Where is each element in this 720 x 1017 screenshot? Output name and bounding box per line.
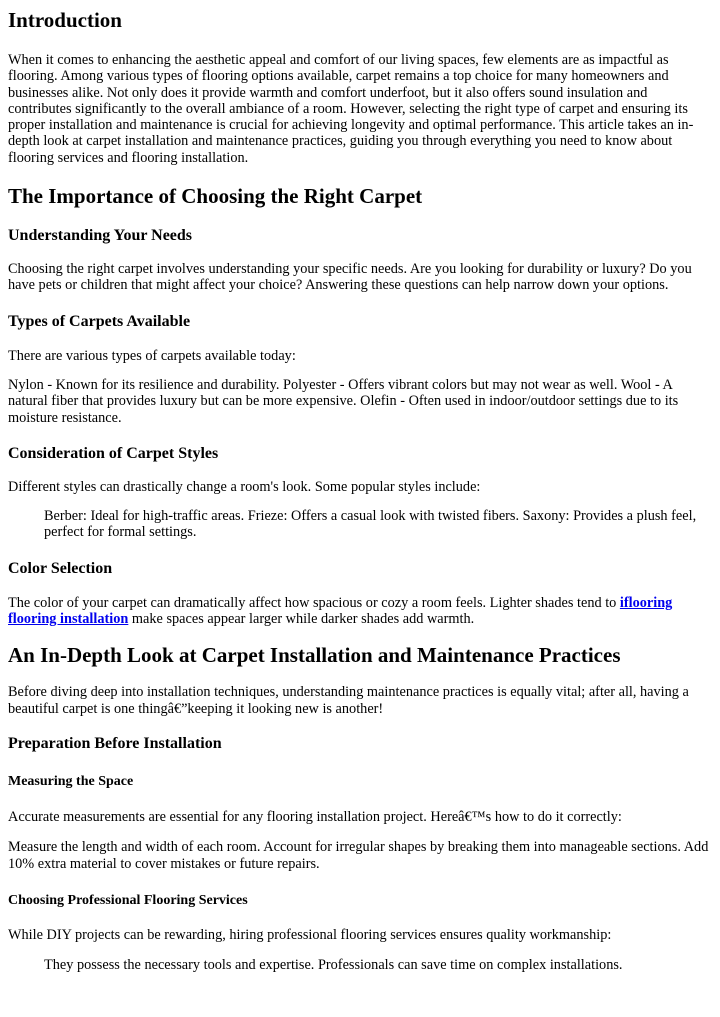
importance-heading: The Importance of Choosing the Right Carpet <box>8 184 423 209</box>
styles-heading: Consideration of Carpet Styles <box>8 444 219 462</box>
services-list-quote: They possess the necessary tools and expertise. Professionals can save time on complex installations. <box>44 957 623 974</box>
needs-paragraph: Choosing the right carpet involves understanding your specific needs. Are you looking for durability or luxury? Do you have pets or children that might affect your choice? Answering these questions can help narrow down your options. <box>8 261 692 294</box>
color-text-after: make spaces appear larger while darker shades add warmth. <box>128 611 475 628</box>
iflooring-link[interactable]: iflooring flooring installation <box>8 594 673 628</box>
styles-list-quote: Berber: Ideal for high-traffic areas. Frieze: Offers a casual look with twisted fibers. Saxony: Provides a plush feel, perfect for formal settings. <box>44 508 697 541</box>
intro-heading: Introduction <box>8 8 122 32</box>
services-heading: Choosing Professional Flooring Services <box>8 892 248 908</box>
indepth-paragraph: Before diving deep into installation techniques, understanding maintenance practices is equally vital; after all, having a beautiful carpet is one thingâ€”keeping it looking new is another! <box>8 684 689 717</box>
measure-list-paragraph: Measure the length and width of each room. Account for irregular shapes by breaking them into manageable sections. Add 10% extra material to cover mistakes or future repairs. <box>8 839 709 872</box>
types-intro-paragraph: There are various types of carpets available today: <box>8 347 296 364</box>
intro-paragraph: When it comes to enhancing the aesthetic appeal and comfort of our living spaces, few elements are as impactful as flooring. Among various types of flooring options available, carpet remains a top choice for many homeowners and businesses alike. Not only does it provide warmth and comfort underfoot, but it also offers sound insulation and contributes significantly to the overall ambiance of a room. However, selecting the right type of carpet and ensuring its proper installation and maintenance is crucial for achieving longevity and optimal performance. This article takes an in-depth look at carpet installation and maintenance practices, guiding you through everything you need to know about flooring services and flooring installation. <box>8 52 694 166</box>
services-intro-paragraph: While DIY projects can be rewarding, hiring professional flooring services ensures quality workmanship: <box>8 926 612 943</box>
color-heading: Color Selection <box>8 559 113 577</box>
indepth-heading: An In-Depth Look at Carpet Installation and Maintenance Practices <box>8 643 621 668</box>
needs-heading: Understanding Your Needs <box>8 227 193 245</box>
measure-intro-paragraph: Accurate measurements are essential for any flooring installation project. Hereâ€™s how to do it correctly: <box>8 808 622 825</box>
types-list-paragraph: Nylon - Known for its resilience and durability. Polyester - Offers vibrant colors but may not wear as well. Wool - A natural fiber that provides luxury but can be more expensive. Olefin - Often used in indoor/outdoor settings due to its moisture resistance. <box>8 376 679 426</box>
styles-intro-paragraph: Different styles can drastically change a room's look. Some popular styles include: <box>8 478 481 495</box>
types-heading: Types of Carpets Available <box>8 312 191 330</box>
color-paragraph <box>8 595 712 628</box>
measure-heading: Measuring the Space <box>8 773 134 789</box>
prep-heading: Preparation Before Installation <box>8 734 222 752</box>
color-text-before: The color of your carpet can dramatically affect how spacious or cozy a room feels. Lighter shades tend to <box>8 594 620 611</box>
